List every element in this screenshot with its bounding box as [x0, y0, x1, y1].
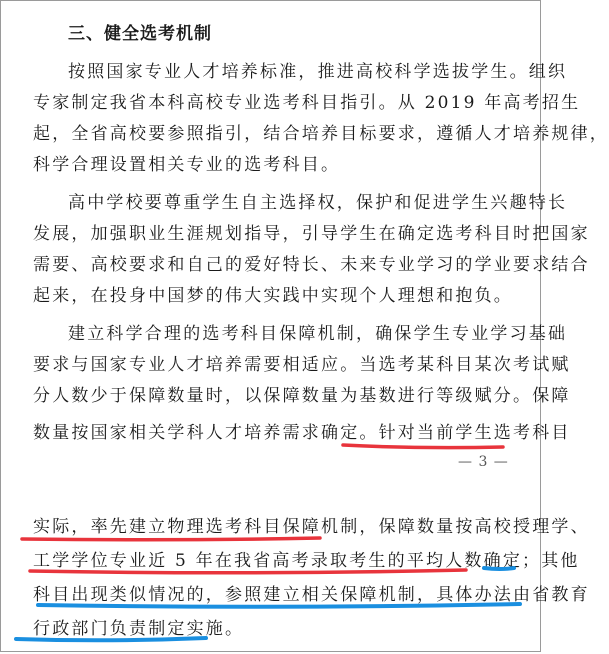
paragraph-1-line-4: 科学合理设置相关专业的选考科目。 — [33, 155, 341, 175]
paragraph-2-line-4: 起来，在投身中国梦的伟大实践中实现个人理想和抱负。 — [33, 286, 513, 306]
section-heading: 三、健全选考机制 — [68, 24, 212, 44]
paragraph-1-line-2: 专家制定我省本科高校专业选考科目指引。从 2019 年高考招生 — [33, 93, 581, 113]
paragraph-3-line-4: 数量按国家相关学科人才培养需求确定。针对当前学生选考科目 — [33, 423, 571, 443]
continuation-line-3: 科目出现类似情况的，参照建立相关保障机制，具体办法由省教育 — [33, 585, 590, 605]
paragraph-2-line-3: 需要、高校要求和自己的爱好特长、未来专业学习的学业要求结合 — [33, 255, 590, 275]
continuation-line-4: 行政部门负责制定实施。 — [33, 619, 245, 639]
paragraph-3-line-1: 建立科学合理的选考科目保障机制，确保学生专业学习基础 — [68, 324, 568, 344]
paragraph-1-line-3: 起，全省高校要参照指引，结合培养目标要求，遵循人才培养规律， — [33, 124, 609, 144]
paragraph-1-line-1: 按照国家专业人才培养标准，推进高校科学选拔学生。组织 — [68, 62, 568, 82]
paragraph-2-line-2: 发展，加强职业生涯规划指导，引导学生在确定选考科目时把国家 — [33, 224, 590, 244]
continuation-line-2: 工学学位专业近 5 年在我省高考录取考生的平均人数确定；其他 — [33, 551, 580, 571]
paragraph-3-line-2: 要求与国家专业人才培养需要相适应。当选考某科目某次考试赋 — [33, 355, 571, 375]
page-number: — 3 — — [458, 454, 509, 470]
paragraph-2-line-1: 高中学校要尊重学生自主选择权，保护和促进学生兴趣特长 — [68, 193, 568, 213]
continuation-line-1: 实际，率先建立物理选考科目保障机制，保障数量按高校授理学、 — [33, 517, 590, 537]
paragraph-3-line-3: 分人数少于保障数量时，以保障数量为基数进行等级赋分。保障 — [33, 386, 571, 406]
